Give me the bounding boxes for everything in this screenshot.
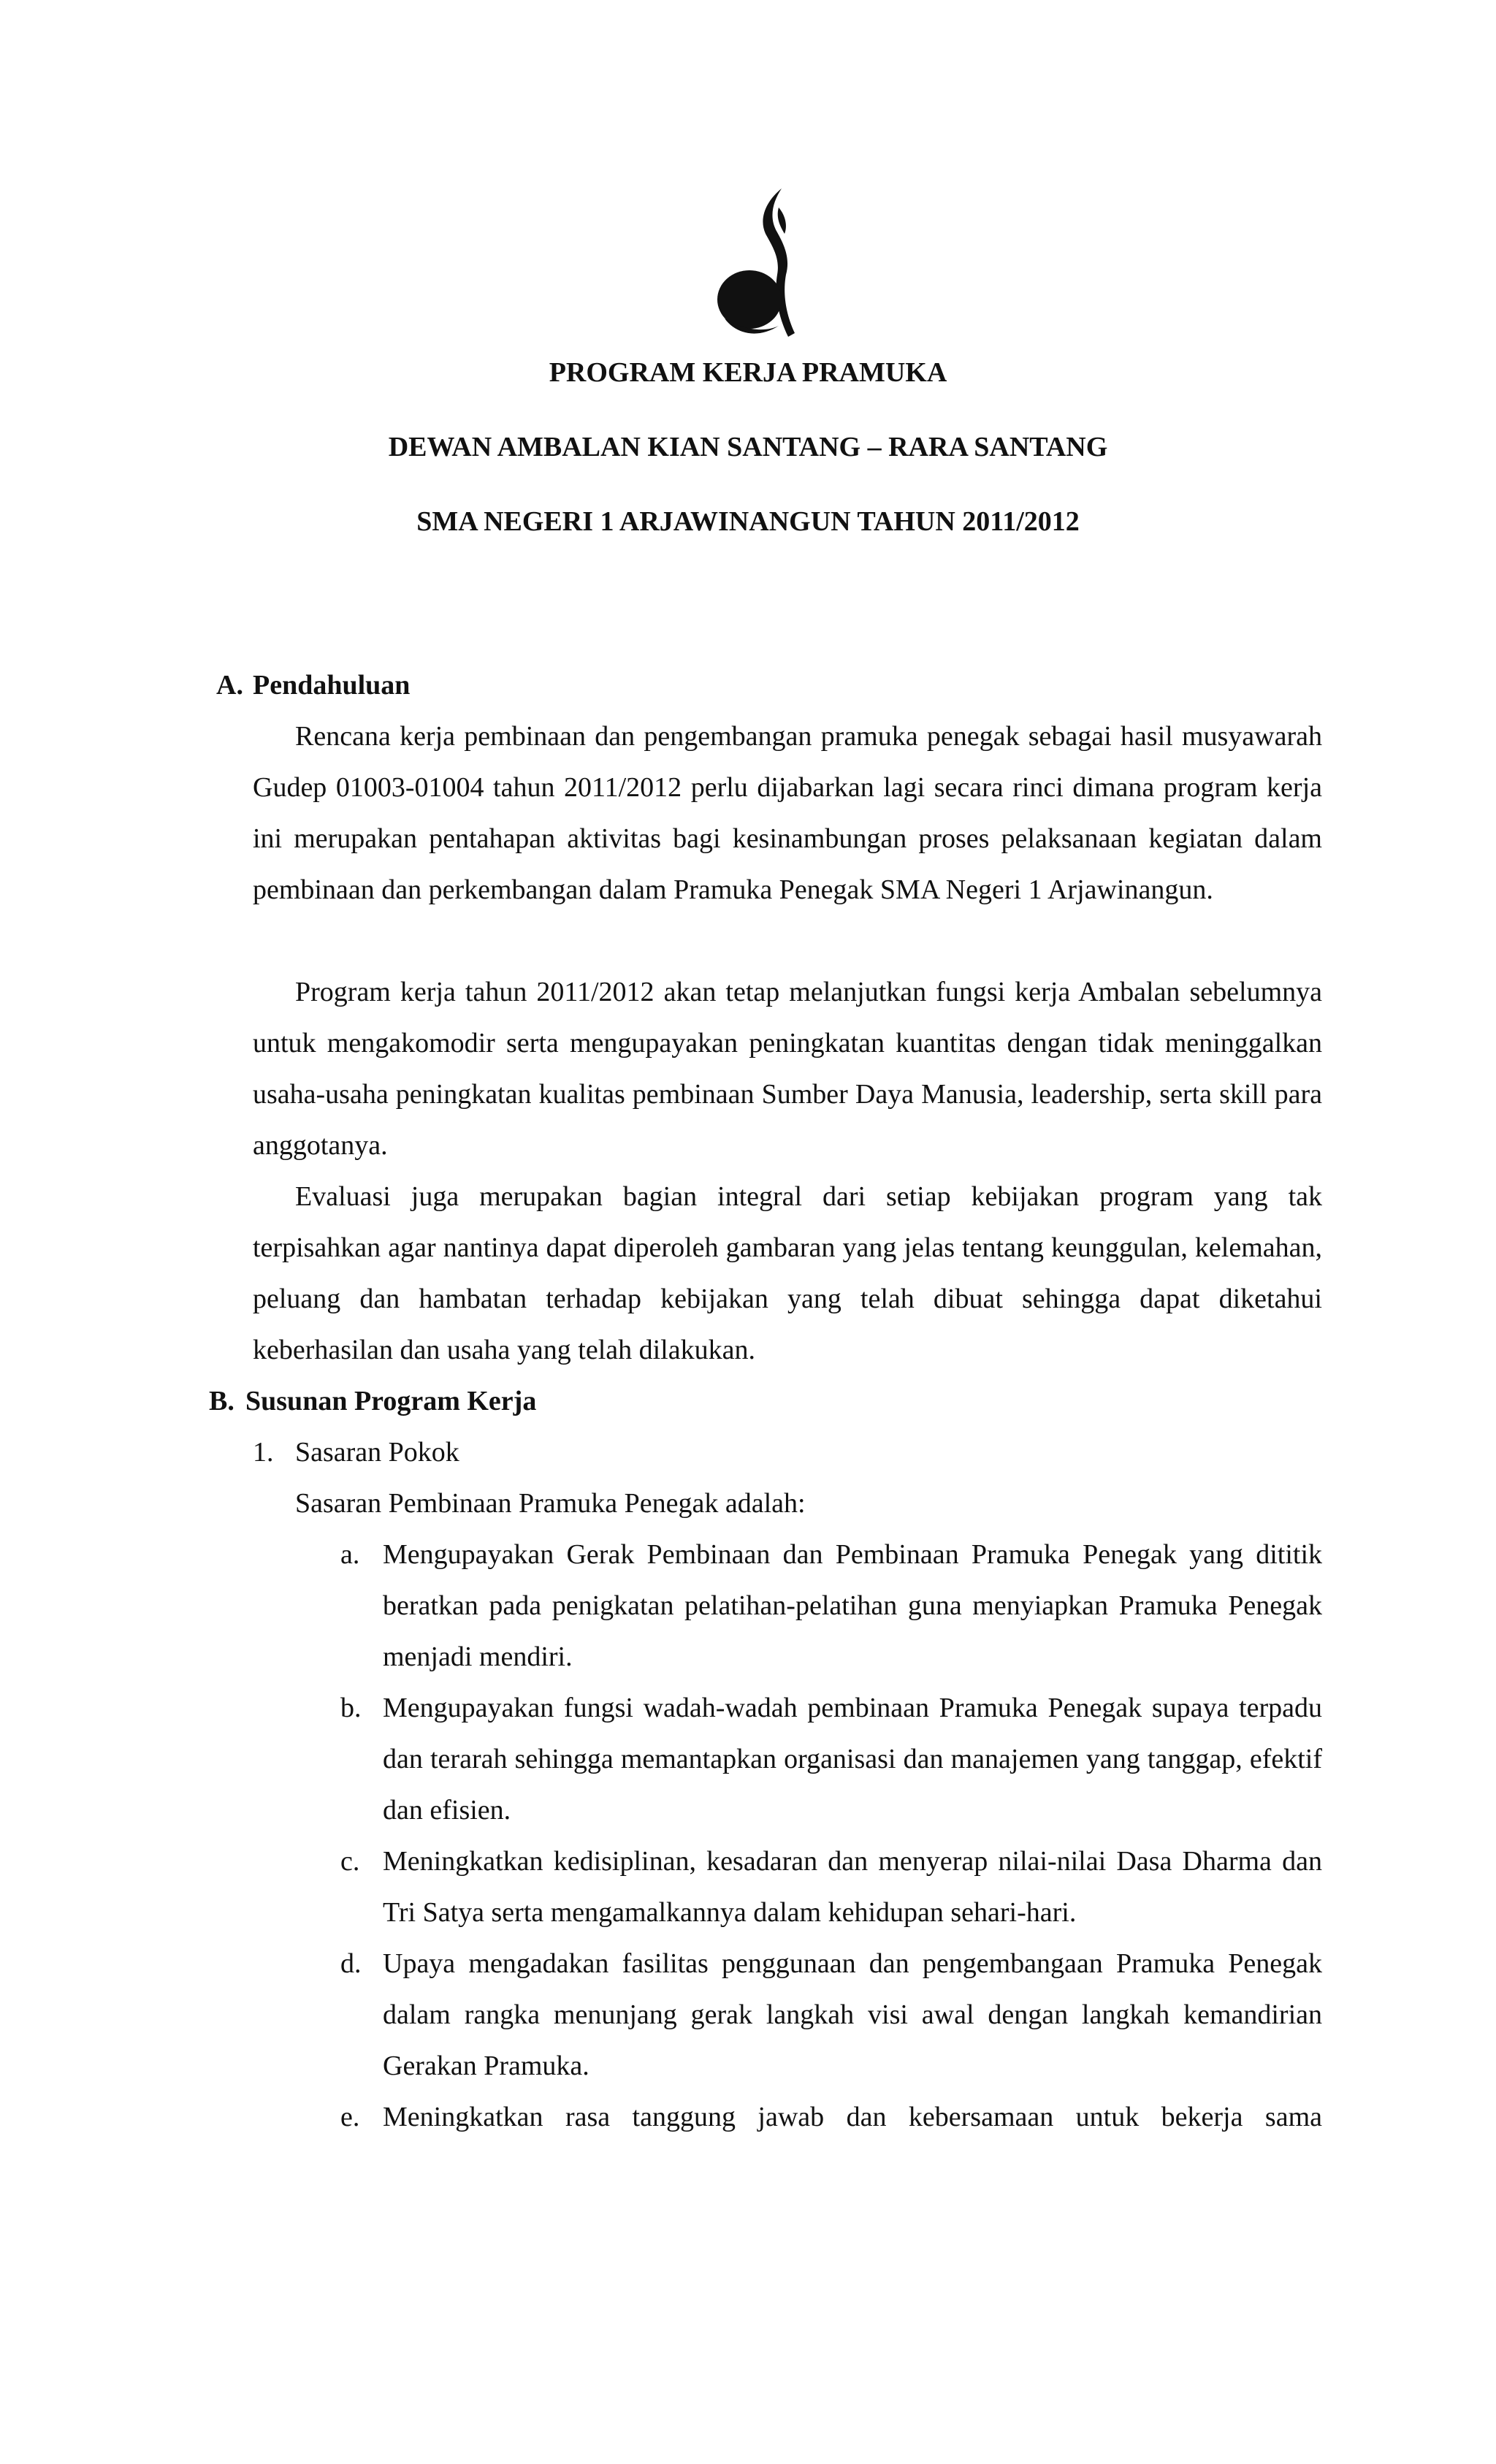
list-item-text: Meningkatkan rasa tanggung jawab dan kebersamaan untuk bekerja sama (383, 2102, 1322, 2132)
subsection-title: Sasaran Pokok (295, 1437, 459, 1468)
list-item-text: Mengupayakan fungsi wadah-wadah pembinaan Pramuka Penegak supaya terpadu dan terarah sehingga memantapkan organisasi dan manajemen yang tanggap, efektif dan efisien. (383, 1693, 1322, 1826)
list-item-letter: d. (340, 1948, 362, 1979)
subsection-heading (253, 1427, 459, 1478)
section-b-label: B. (209, 1386, 234, 1416)
list-item-text: Meningkatkan kedisiplinan, kesadaran dan menyerap nilai-nilai Dasa Dharma dan Tri Satya serta mengamalkannya dalam kehidupan sehari-hari. (383, 1846, 1322, 1928)
section-a-paragraph-3: Evaluasi juga merupakan bagian integral dari setiap kebijakan program yang tak terpisahkan agar nantinya dapat diperoleh gambaran yang jelas tentang keunggulan, kelemahan, peluang dan hambatan terhadap kebijakan yang telah dibuat sehingga dapat diketahui keberhasilan dan usaha yang telah dilakukan. (253, 1181, 1322, 1365)
list-item-letter: e. (340, 2102, 360, 2132)
document-subtitle: DEWAN AMBALAN KIAN SANTANG – RARA SANTANG (388, 432, 1108, 462)
document-title: PROGRAM KERJA PRAMUKA (549, 357, 947, 388)
subsection-number: 1. (253, 1437, 274, 1468)
list-item-a (340, 1529, 1322, 1682)
list-item-letter: a. (340, 1539, 360, 1570)
section-a-title: Pendahuluan (253, 670, 411, 701)
list-item-text: Mengupayakan Gerak Pembinaan dan Pembinaan Pramuka Penegak yang dititik beratkan pada penigkatan pelatihan-pelatihan guna menyiapkan Pramuka Penegak menjadi mendiri. (383, 1539, 1322, 1672)
list-item-e (340, 2091, 1322, 2143)
list-item-text: Upaya mengadakan fasilitas penggunaan dan pengembangaan Pramuka Penegak dalam rangka menunjang gerak langkah visi awal dengan langkah kemandirian Gerakan Pramuka. (383, 1948, 1322, 2081)
list-item-c (340, 1836, 1322, 1938)
list-item-b (340, 1682, 1322, 1836)
section-a-label: A. (216, 670, 243, 701)
section-a-paragraph-2: Program kerja tahun 2011/2012 akan tetap melanjutkan fungsi kerja Ambalan sebelumnya untuk mengakomodir serta mengupayakan peningkatan kuantitas dengan tidak meninggalkan usaha-usaha peningkatan kualitas pembinaan Sumber Daya Manusia, leadership, serta skill para anggotanya. (253, 977, 1322, 1161)
section-a-paragraph-1: Rencana kerja pembinaan dan pengembangan pramuka penegak sebagai hasil musyawarah Gudep 01003-01004 tahun 2011/2012 perlu dijabarkan lagi secara rinci dimana program kerja ini merupakan pentahapan aktivitas bagi kesinambungan proses pelaksanaan kegiatan dalam pembinaan dan perkembangan dalam Pramuka Penegak SMA Negeri 1 Arjawinangun. (253, 721, 1322, 905)
list-item-d (340, 1938, 1322, 2091)
list-item-letter: c. (340, 1846, 360, 1877)
section-a-heading (216, 660, 410, 711)
list-item-letter: b. (340, 1693, 362, 1723)
subsection-intro: Sasaran Pembinaan Pramuka Penegak adalah: (295, 1488, 806, 1519)
section-b-title: Susunan Program Kerja (245, 1386, 537, 1416)
document-school-year: SMA NEGERI 1 ARJAWINANGUN TAHUN 2011/2012 (416, 506, 1080, 537)
section-b-heading (209, 1376, 536, 1427)
tunas-kelapa-icon (714, 188, 813, 338)
